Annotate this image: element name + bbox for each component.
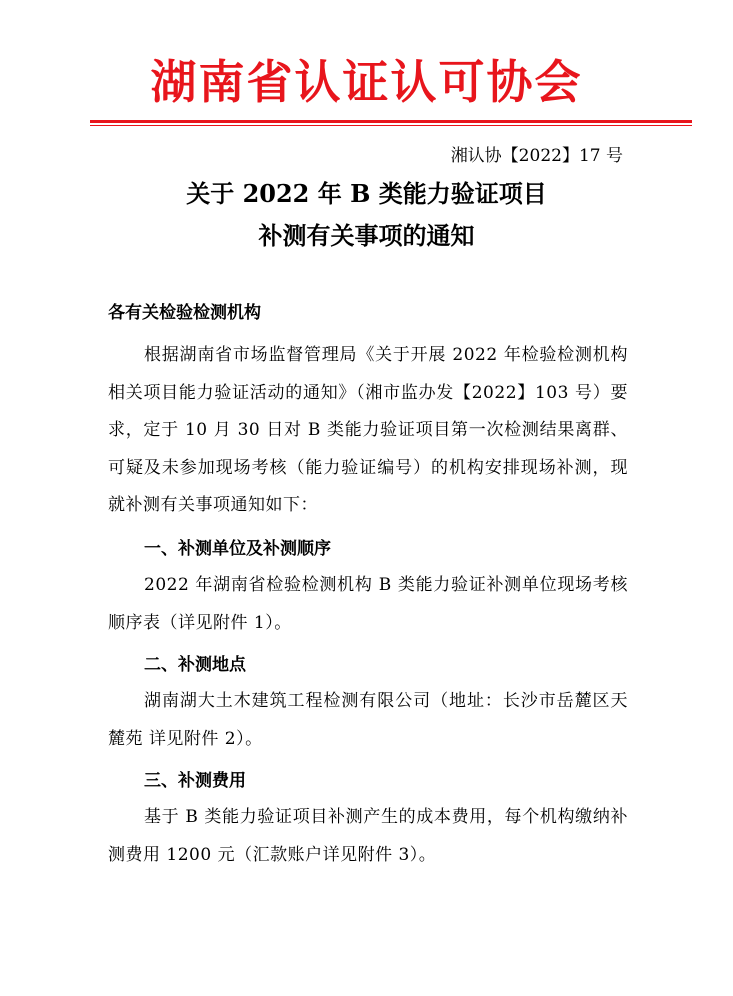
addressee: 各有关检验检测机构: [108, 303, 261, 323]
section-3-text: 基于 B 类能力验证项目补测产生的成本费用，每个机构缴纳补测费用 1200 元（汇款账户详见附件 3）。: [108, 807, 628, 865]
section-2-heading: 二、补测地点: [144, 655, 246, 675]
section-1-text: 2022 年湖南省检验检测机构 B 类能力验证补测单位现场考核顺序表（详见附件 1）。: [108, 575, 628, 633]
masthead-org-name: 湖南省认证认可协会: [150, 55, 583, 109]
masthead-divider: [90, 120, 692, 123]
intro-paragraph: 根据湖南省市场监督管理局《关于开展 2022 年检验检测机构相关项目能力验证活动的通知》（湘市监办发【2022】103 号）要求，定于 10 月 30 日对 B 类能力验证项目第一次检测结果离群、可疑及未参加现场考核（能力验证编号）的机构安排现场补测，现就补测有关事项通知如下：: [108, 345, 628, 515]
section-2-text: 湖南湖大土木建筑工程检测有限公司（地址：长沙市岳麓区天麓苑 详见附件 2）。: [108, 691, 628, 749]
section-1-heading: 一、补测单位及补测顺序: [144, 539, 331, 559]
document-number: 湘认协【2022】17 号: [450, 146, 623, 166]
masthead-divider-thin: [90, 125, 692, 126]
document-title-line-2: 补测有关事项的通知: [258, 221, 475, 250]
section-3-heading: 三、补测费用: [144, 771, 246, 791]
document-title-line-1: 关于 2022 年 B 类能力验证项目: [186, 179, 547, 208]
